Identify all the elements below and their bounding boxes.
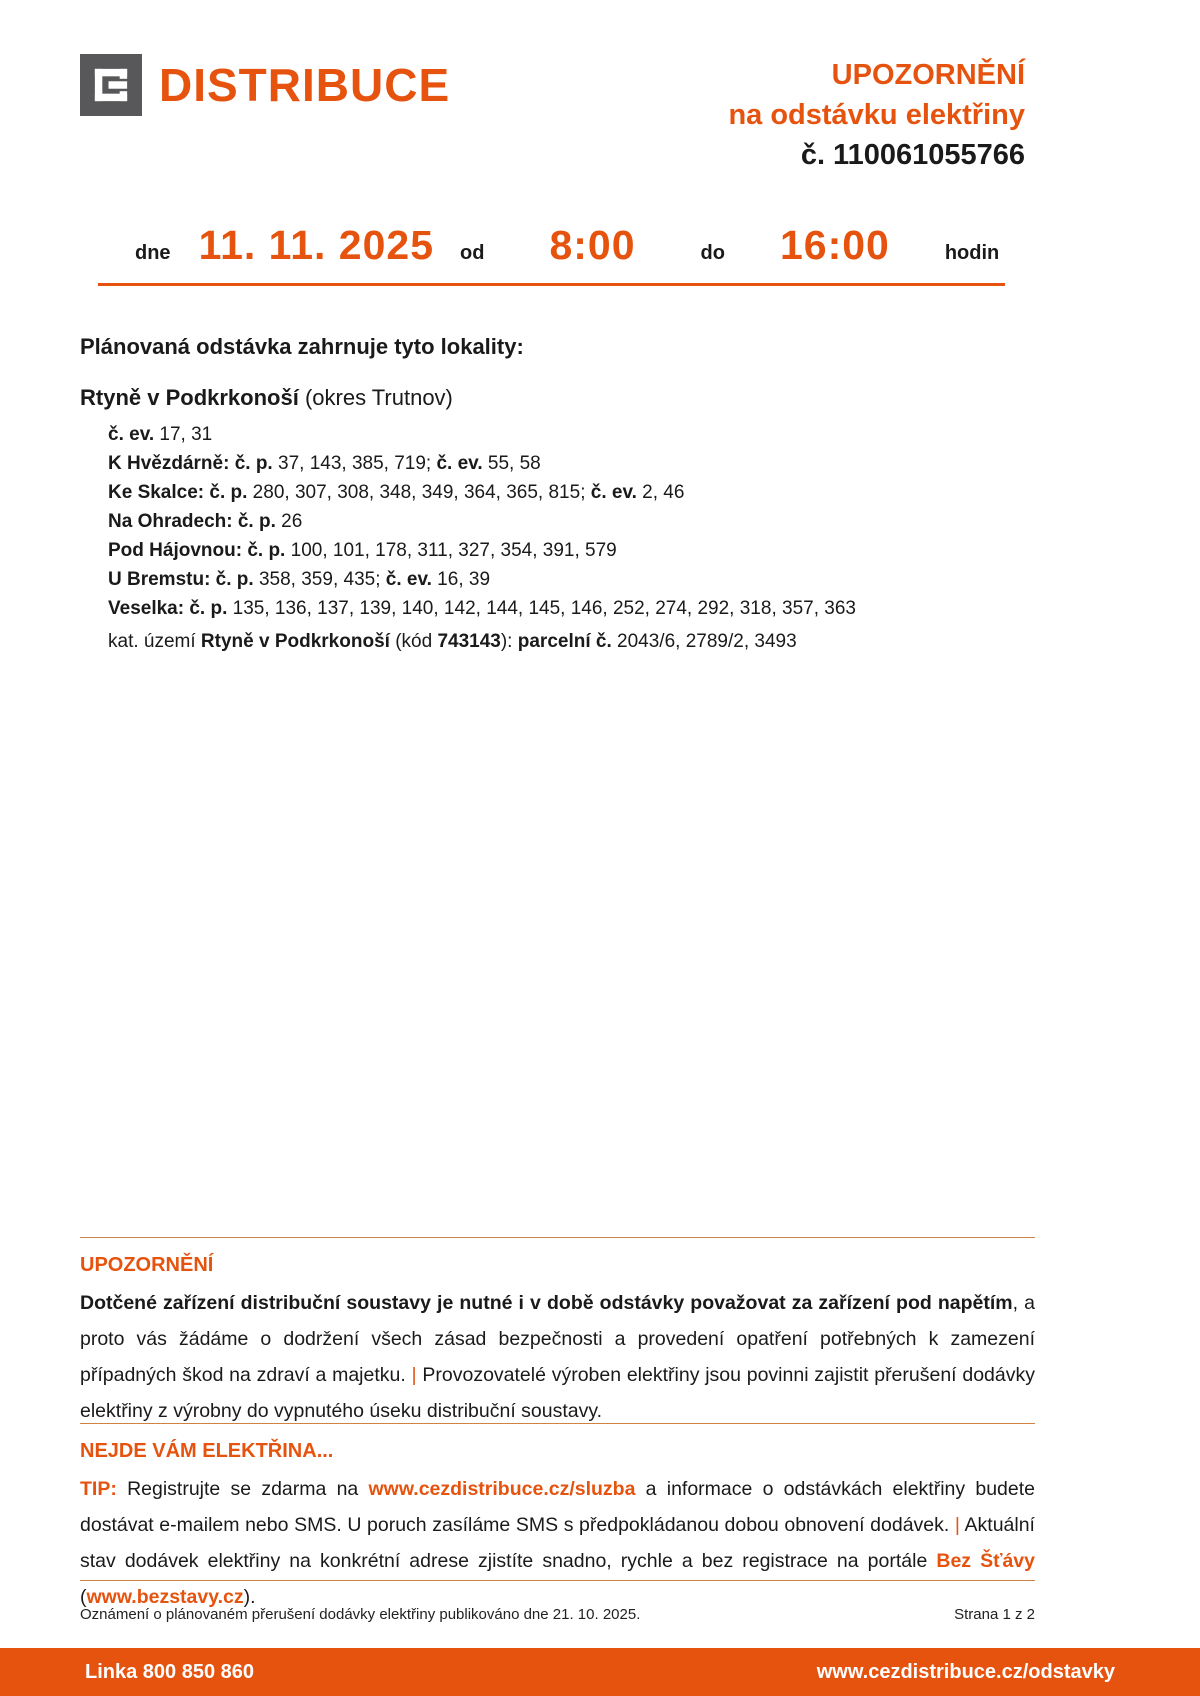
locality-line xyxy=(108,627,1035,656)
warning-heading: UPOZORNĚNÍ xyxy=(80,1254,214,1276)
footer-divider xyxy=(80,1580,1035,1581)
cez-logo-icon xyxy=(80,54,142,116)
text-segment: parcelní č. xyxy=(517,631,612,652)
text-segment: 280, 307, 308, 348, 349, 364, 365, 815; xyxy=(247,482,591,503)
text-segment: ( xyxy=(80,1586,87,1608)
text-segment: Rtyně v Podkrkonoší xyxy=(200,631,390,652)
text-segment: | xyxy=(954,1514,960,1536)
notice-header xyxy=(728,55,1025,175)
locality-line xyxy=(108,478,1035,507)
text-segment: U Bremstu: č. p. xyxy=(108,569,254,590)
notice-number: č. 110061055766 xyxy=(800,139,1025,171)
tip-paragraph xyxy=(80,1471,1035,1615)
text-segment: č. ev. xyxy=(436,453,483,474)
text-segment: 358, 359, 435; xyxy=(253,569,386,590)
text-segment: 100, 101, 178, 311, 327, 354, 391, 579 xyxy=(285,540,617,561)
tip-heading: NEJDE VÁM ELEKTŘINA... xyxy=(80,1440,334,1462)
bezstavy-link[interactable]: www.bezstavy.cz xyxy=(86,1586,244,1608)
text-segment: K Hvězdárně: č. p. xyxy=(108,453,273,474)
warning-paragraph xyxy=(80,1285,1035,1429)
text-segment: Dotčené zařízení distribuční soustavy je nutné i v době odstávky považovat za zařízení pod napětím xyxy=(80,1292,1013,1314)
text-segment: č. ev. xyxy=(385,569,432,590)
text-segment: 17, 31 xyxy=(154,424,213,445)
schedule-strip xyxy=(98,222,1005,286)
text-segment: a informace o odstávkách elektřiny budete dostávat e-mailem nebo SMS. U poruch zasíláme SMS s předpokládanou dobou obnovení dodávek. xyxy=(80,1478,1035,1536)
schedule-od-label: od xyxy=(460,242,485,264)
locality-line xyxy=(108,507,1035,536)
text-segment: 16, 39 xyxy=(431,569,491,590)
schedule-hodin-label: hodin xyxy=(944,242,1000,264)
locality-line xyxy=(108,565,1035,594)
schedule-date: 11. 11. 2025 xyxy=(198,222,435,268)
text-segment: č. ev. xyxy=(590,482,637,503)
notice-title-line1: UPOZORNĚNÍ xyxy=(831,59,1025,91)
schedule-dne-label: dne xyxy=(135,242,171,264)
schedule-do-label: do xyxy=(700,242,725,264)
tip-section xyxy=(80,1423,1035,1615)
footer-bar xyxy=(0,1648,1200,1696)
text-segment: Pod Hájovnou: č. p. xyxy=(108,540,286,561)
locality-line xyxy=(108,536,1035,565)
localities-heading: Plánovaná odstávka zahrnuje tyto lokality: xyxy=(80,334,524,359)
footer-site-url: www.cezdistribuce.cz/odstavky xyxy=(816,1660,1115,1683)
schedule-to-time: 16:00 xyxy=(779,222,890,268)
locality-list xyxy=(80,420,1035,656)
sluzba-link[interactable]: www.cezdistribuce.cz/sluzba xyxy=(368,1478,636,1500)
text-segment: Bez Šťávy xyxy=(936,1550,1035,1572)
text-segment: ): xyxy=(500,631,518,652)
text-segment: Ke Skalce: č. p. xyxy=(108,482,248,503)
municipality-line xyxy=(80,385,1035,411)
localities-section xyxy=(80,334,1035,656)
text-segment: 743143 xyxy=(437,631,501,652)
publication-note: Oznámení o plánovaném přerušení dodávky elektřiny publikováno dne 21. 10. 2025. xyxy=(80,1606,641,1623)
warning-section xyxy=(80,1237,1035,1429)
text-segment: , a proto vás žádáme o dodržení všech zásad bezpečnosti a provedení opatření potřebných k zamezení případných škod na zdraví a majetku. xyxy=(80,1292,1035,1386)
page-indicator: Strana 1 z 2 xyxy=(954,1606,1035,1623)
text-segment: Registrujte se zdarma na xyxy=(116,1478,369,1500)
locality-line xyxy=(108,449,1035,478)
text-segment: 55, 58 xyxy=(482,453,541,474)
text-segment: 2043/6, 2789/2, 3493 xyxy=(611,631,797,652)
footnote-row xyxy=(80,1606,1035,1623)
brand-header xyxy=(80,54,450,116)
text-segment: 37, 143, 385, 719; xyxy=(272,453,437,474)
text-segment: (okres Trutnov) xyxy=(298,385,453,410)
text-segment: kat. území xyxy=(108,631,201,652)
text-segment: Aktuální stav dodávek elektřiny na konkrétní adrese zjistíte snadno, rychle a bez registrace na portále xyxy=(80,1514,1035,1572)
notice-title-line2: na odstávku elektřiny xyxy=(728,99,1025,131)
text-segment: Veselka: č. p. xyxy=(108,598,228,619)
text-segment: ). xyxy=(243,1586,256,1608)
text-segment: 2, 46 xyxy=(636,482,685,503)
text-segment: TIP: xyxy=(80,1478,117,1500)
brand-name: DISTRIBUCE xyxy=(159,59,451,111)
locality-line xyxy=(108,420,1035,449)
text-segment: Na Ohradech: č. p. xyxy=(108,511,276,532)
text-segment: Provozovatelé výroben elektřiny jsou povinni zajistit přerušení dodávky elektřiny z výrobny do vypnutého úseku distribuční soustavy. xyxy=(80,1364,1035,1422)
text-segment: č. ev. xyxy=(108,424,155,445)
locality-line xyxy=(108,594,1035,623)
text-segment: 26 xyxy=(275,511,303,532)
hotline-phone: Linka 800 850 860 xyxy=(85,1660,255,1683)
text-segment: Rtyně v Podkrkonoší xyxy=(80,385,299,410)
text-segment: | xyxy=(411,1364,417,1386)
text-segment: 135, 136, 137, 139, 140, 142, 144, 145, 146, 252, 274, 292, 318, 357, 363 xyxy=(227,598,856,619)
schedule-from-time: 8:00 xyxy=(549,222,636,268)
text-segment: (kód xyxy=(389,631,438,652)
